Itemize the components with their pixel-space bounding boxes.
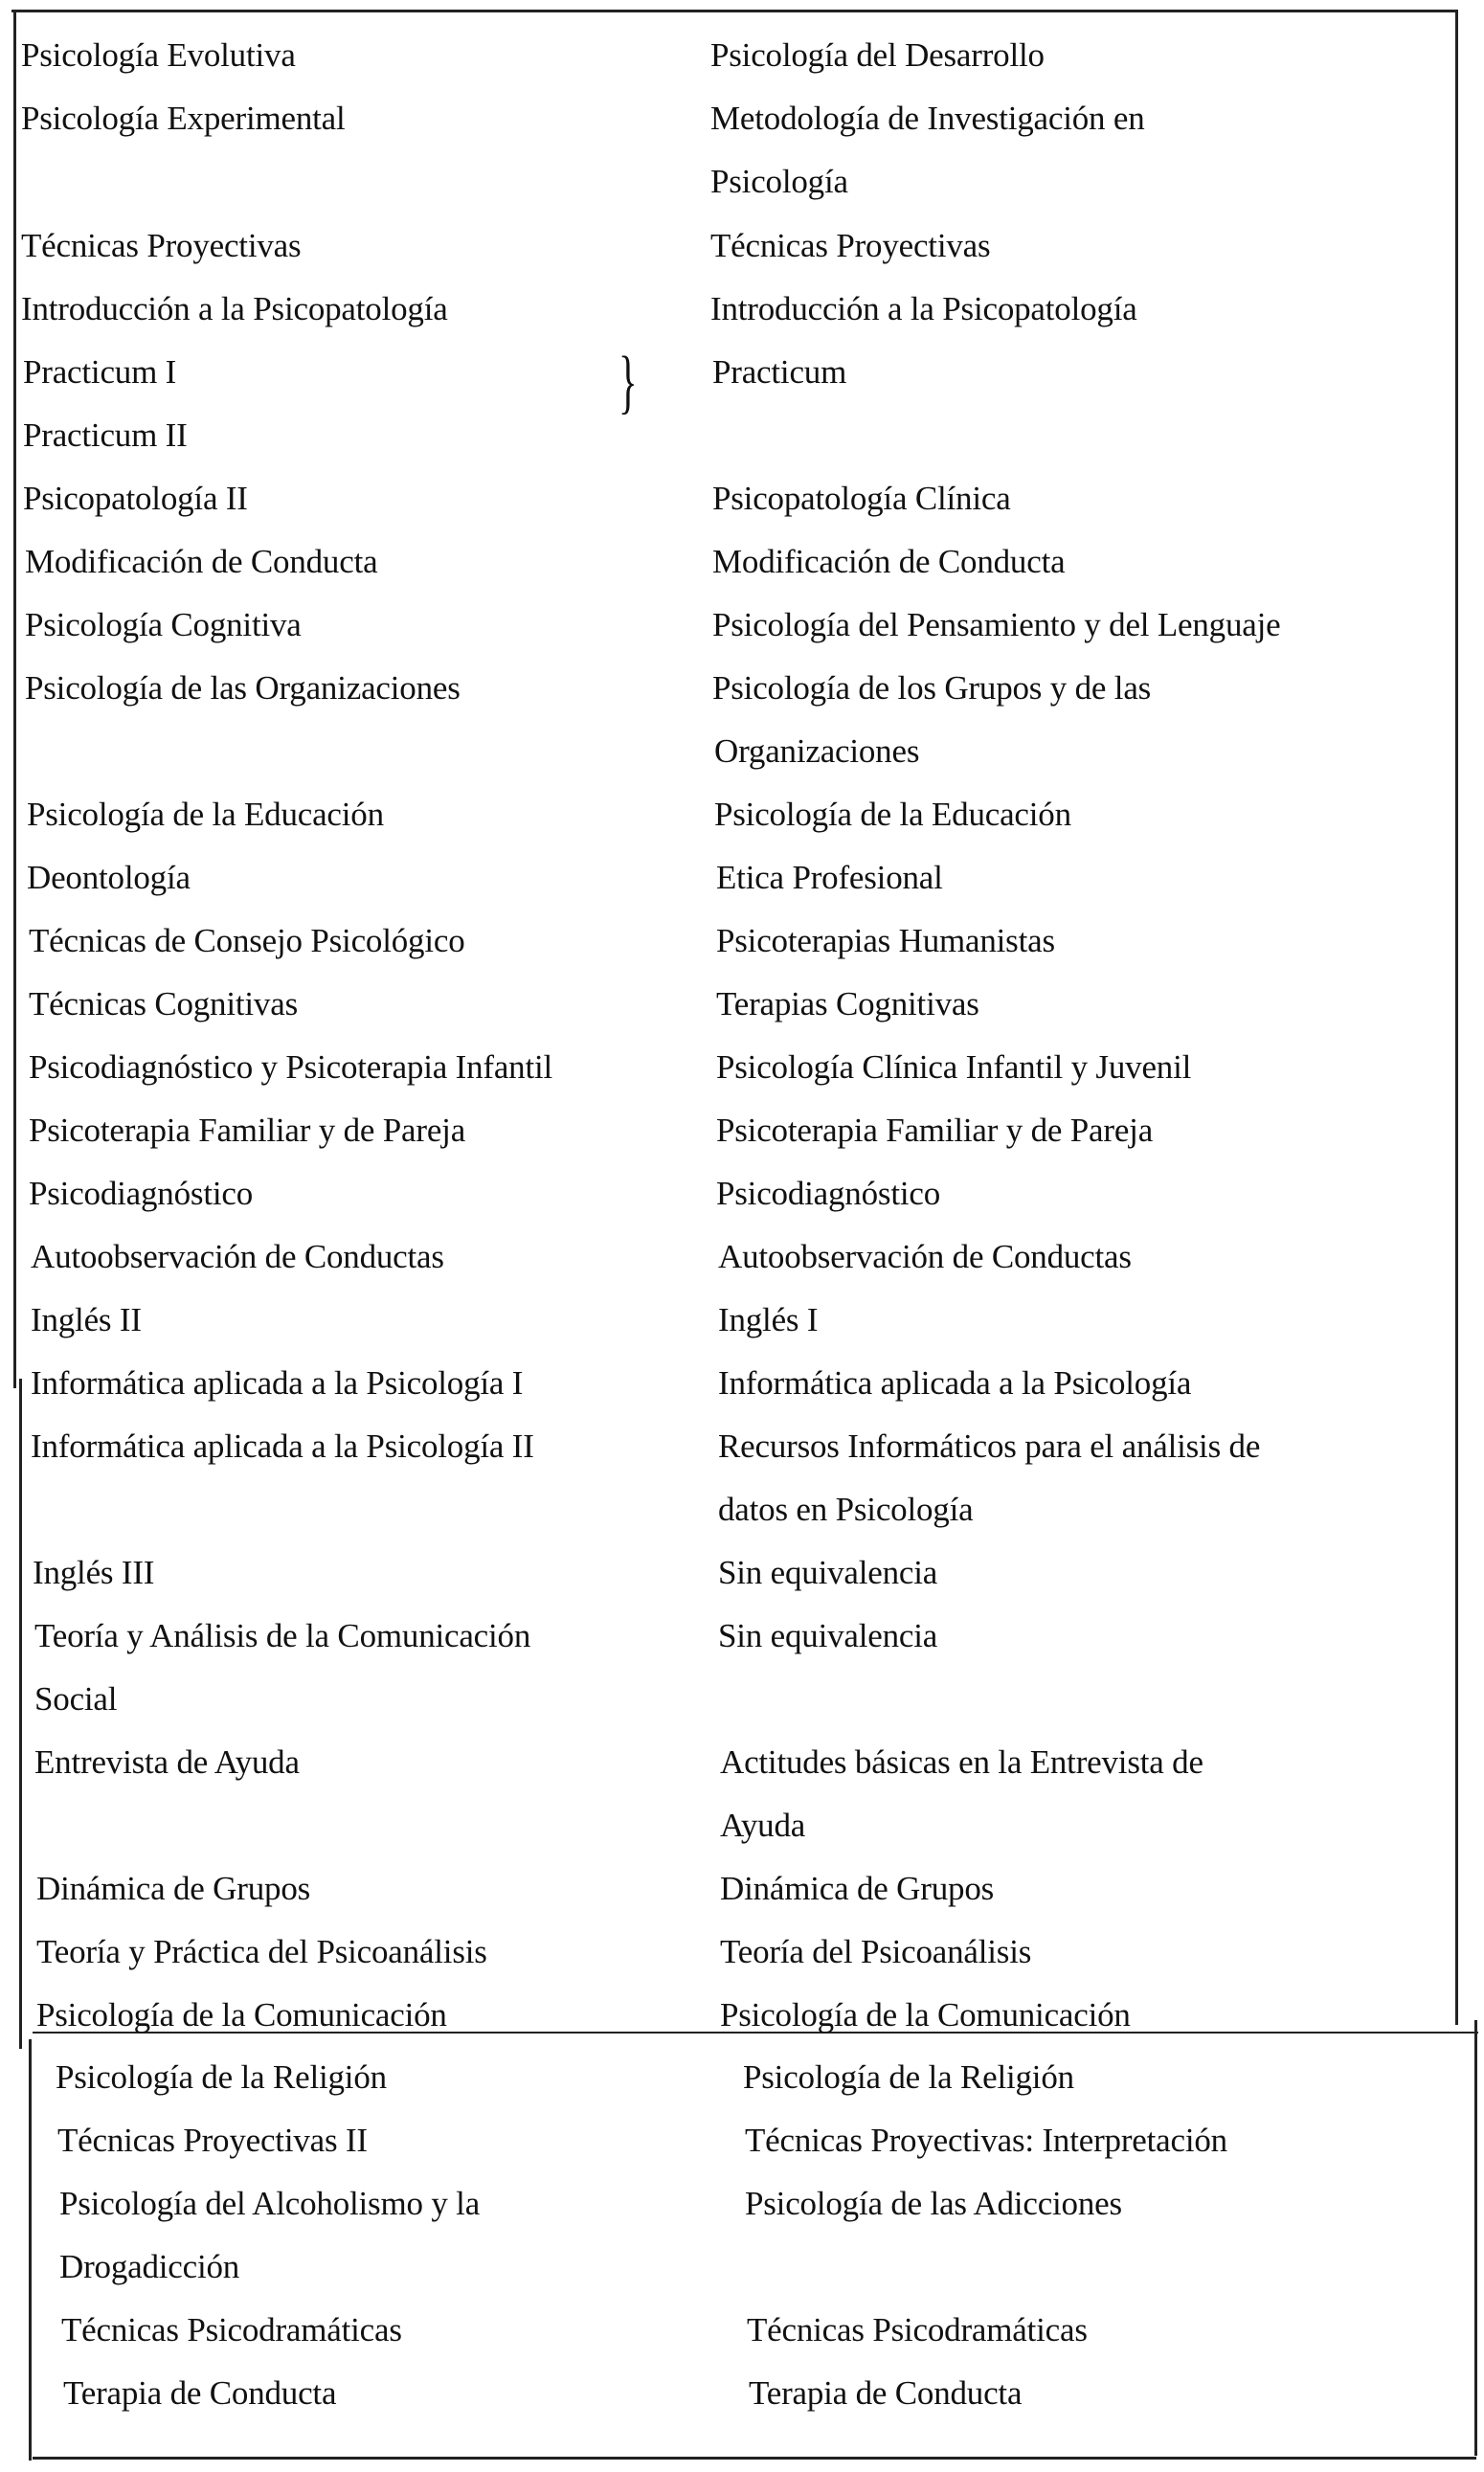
left-course: Psicología de las Organizaciones [25,669,461,707]
left-course: Social [34,1680,118,1718]
left-course: Dinámica de Grupos [36,1870,311,1907]
left-course: Inglés III [33,1554,155,1591]
left-course: Psicología de la Educación [27,796,384,833]
left-course: Técnicas Cognitivas [29,985,298,1023]
left-course: Técnicas Psicodramáticas [61,2311,402,2348]
left-course: Drogadicción [59,2248,240,2285]
right-course: Psicología [710,163,848,200]
left-course: Introducción a la Psicopatología [21,290,448,327]
right-course: Ayuda [720,1807,806,1844]
right-course: Psicología de las Adicciones [745,2185,1122,2222]
left-course: Técnicas de Consejo Psicológico [29,922,465,959]
right-course: Psicología del Pensamiento y del Lenguaje [712,606,1281,643]
left-course: Terapia de Conducta [63,2374,337,2412]
left-course: Psicología Evolutiva [21,36,296,74]
right-course: Psicología de la Religión [743,2058,1074,2096]
right-course: Técnicas Proyectivas [710,227,991,264]
left-course: Informática aplicada a la Psicología II [31,1427,534,1465]
right-course: Recursos Informáticos para el análisis de [718,1427,1261,1465]
left-course: Psicología Experimental [21,100,346,137]
right-course: Metodología de Investigación en [710,100,1145,137]
left-course: Autoobservación de Conductas [31,1238,444,1275]
right-course: Sin equivalencia [718,1554,938,1591]
right-course: Introducción a la Psicopatología [710,290,1137,327]
right-course: Etica Profesional [716,859,943,896]
right-course: Actitudes básicas en la Entrevista de [720,1743,1203,1781]
left-course: Técnicas Proyectivas II [57,2122,368,2159]
right-course: Inglés I [718,1301,819,1338]
right-course: Psicología de la Educación [714,796,1071,833]
left-course: Practicum II [23,416,188,454]
right-course: Psicoterapias Humanistas [716,922,1055,959]
table-left-border-lower [19,1379,22,2049]
table-left-border [13,10,16,1388]
right-course: Psicología del Desarrollo [710,36,1045,74]
right-course: Terapias Cognitivas [716,985,979,1023]
table-left-border-bottom [29,2039,32,2461]
left-course: Teoría y Práctica del Psicoanálisis [36,1933,487,1970]
left-course: Psicodiagnóstico y Psicoterapia Infantil [29,1048,553,1086]
right-course: Terapia de Conducta [749,2374,1023,2412]
table-right-border-lower [1474,2020,1477,2456]
right-course: Psicopatología Clínica [712,480,1011,517]
table-top-border [11,10,1455,12]
right-course: Psicoterapia Familiar y de Pareja [716,1112,1154,1149]
right-course: Informática aplicada a la Psicología [718,1364,1192,1402]
right-course: Sin equivalencia [718,1617,938,1654]
practicum-brace: } [618,343,638,421]
left-course: Deontología [27,859,191,896]
left-course: Psicología de la Religión [56,2058,387,2096]
left-course: Entrevista de Ayuda [34,1743,300,1781]
left-course: Psicología del Alcoholismo y la [59,2185,481,2222]
right-course: Dinámica de Grupos [720,1870,995,1907]
left-course: Informática aplicada a la Psicología I [31,1364,524,1402]
right-course: Psicología de la Comunicación [720,1996,1131,2034]
left-course: Teoría y Análisis de la Comunicación [34,1617,531,1654]
table-right-border [1455,10,1458,2025]
left-course: Modificación de Conducta [25,543,378,580]
left-course: Psicología de la Comunicación [36,1996,447,2034]
right-course: Autoobservación de Conductas [718,1238,1132,1275]
right-course: Técnicas Psicodramáticas [747,2311,1088,2348]
right-course: Teoría del Psicoanálisis [720,1933,1032,1970]
right-course: Organizaciones [714,732,920,770]
table-bottom-border [33,2457,1476,2460]
right-course: Practicum [712,353,847,391]
left-course: Psicología Cognitiva [25,606,302,643]
left-course: Psicopatología II [23,480,248,517]
right-course: datos en Psicología [718,1491,974,1528]
right-course: Técnicas Proyectivas: Interpretación [745,2122,1227,2159]
right-course: Modificación de Conducta [712,543,1066,580]
left-course: Técnicas Proyectivas [21,227,302,264]
right-course: Psicología de los Grupos y de las [712,669,1152,707]
left-course: Psicoterapia Familiar y de Pareja [29,1112,466,1149]
left-course: Practicum I [23,353,177,391]
left-course: Psicodiagnóstico [29,1175,254,1212]
left-course: Inglés II [31,1301,142,1338]
right-course: Psicodiagnóstico [716,1175,941,1212]
right-course: Psicología Clínica Infantil y Juvenil [716,1048,1192,1086]
